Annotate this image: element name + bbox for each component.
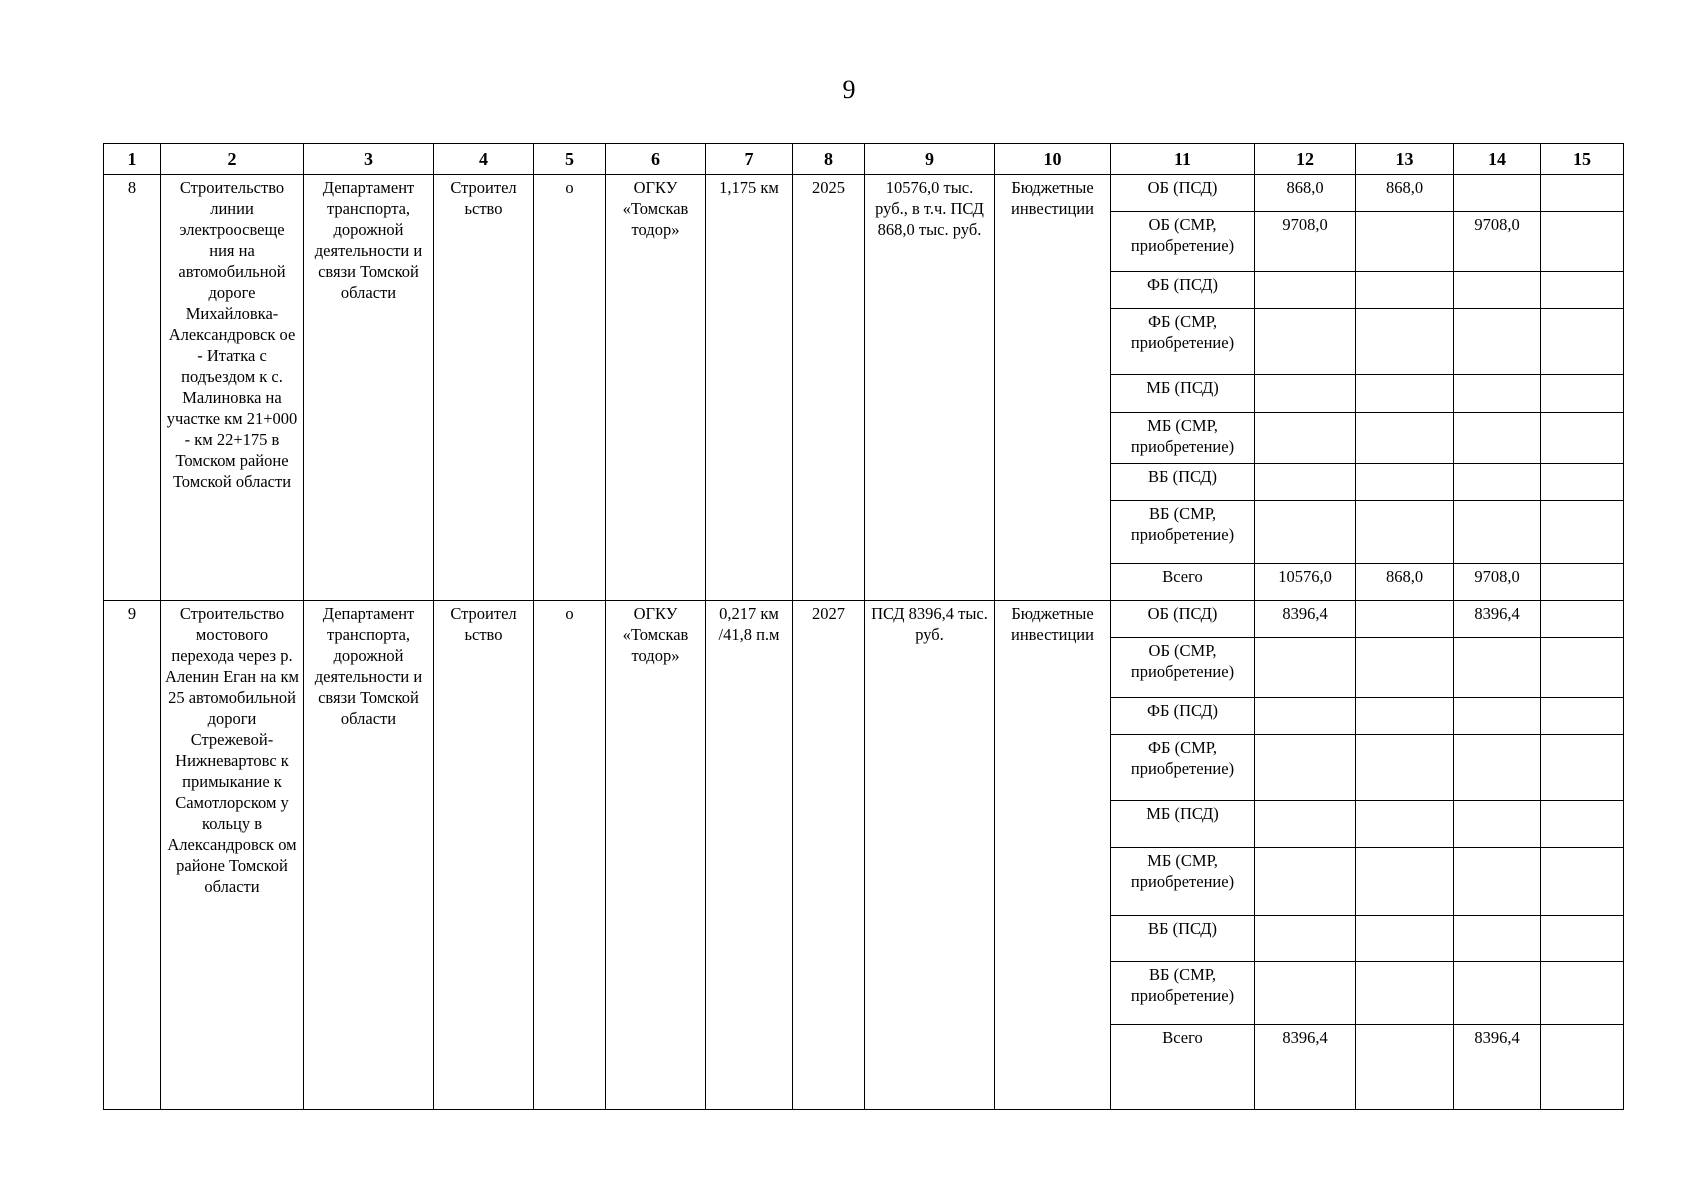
funding-source: ФБ (СМР, приобретение) bbox=[1111, 735, 1255, 801]
col-header: 5 bbox=[534, 144, 606, 175]
amount-15 bbox=[1541, 600, 1624, 637]
amount-14 bbox=[1454, 309, 1541, 375]
funding-source: МБ (СМР, приобретение) bbox=[1111, 412, 1255, 463]
amount-14: 9708,0 bbox=[1454, 212, 1541, 272]
funding-source: ВБ (ПСД) bbox=[1111, 915, 1255, 961]
amount-12 bbox=[1255, 735, 1356, 801]
amount-12 bbox=[1255, 272, 1356, 309]
row-number: 8 bbox=[104, 175, 161, 601]
funding-source: ОБ (СМР, приобретение) bbox=[1111, 212, 1255, 272]
cost: 10576,0 тыс. руб., в т.ч. ПСД 868,0 тыс. руб. bbox=[865, 175, 995, 601]
year: 2025 bbox=[793, 175, 865, 601]
customer: ОГКУ «Томскав тодор» bbox=[606, 175, 706, 601]
col-header: 6 bbox=[606, 144, 706, 175]
funding-source: МБ (СМР, приобретение) bbox=[1111, 848, 1255, 915]
work-type: Строител ьство bbox=[434, 175, 534, 601]
amount-13 bbox=[1356, 600, 1454, 637]
col-header: 14 bbox=[1454, 144, 1541, 175]
col-header: 1 bbox=[104, 144, 161, 175]
amount-12 bbox=[1255, 848, 1356, 915]
amount-14: 8396,4 bbox=[1454, 600, 1541, 637]
funding-total-label: Всего bbox=[1111, 1024, 1255, 1109]
amount-12 bbox=[1255, 698, 1356, 735]
amount-14 bbox=[1454, 175, 1541, 212]
amount-14 bbox=[1454, 272, 1541, 309]
col-header: 10 bbox=[995, 144, 1111, 175]
amount-15 bbox=[1541, 698, 1624, 735]
amount-13 bbox=[1356, 735, 1454, 801]
amount-13 bbox=[1356, 698, 1454, 735]
amount-14 bbox=[1454, 463, 1541, 500]
amount-14 bbox=[1454, 961, 1541, 1024]
funding-source: МБ (ПСД) bbox=[1111, 801, 1255, 848]
amount-12 bbox=[1255, 801, 1356, 848]
amount-15 bbox=[1541, 375, 1624, 412]
work-type: Строител ьство bbox=[434, 600, 534, 1109]
amount-14 bbox=[1454, 500, 1541, 563]
amount-15 bbox=[1541, 801, 1624, 848]
investment-form: Бюджетные инвестиции bbox=[995, 175, 1111, 601]
amount-13: 868,0 bbox=[1356, 563, 1454, 600]
col-header: 4 bbox=[434, 144, 534, 175]
year: 2027 bbox=[793, 600, 865, 1109]
amount-14 bbox=[1454, 412, 1541, 463]
amount-12 bbox=[1255, 309, 1356, 375]
amount-15 bbox=[1541, 175, 1624, 212]
funding-source: ФБ (ПСД) bbox=[1111, 698, 1255, 735]
amount-12 bbox=[1255, 375, 1356, 412]
amount-14 bbox=[1454, 735, 1541, 801]
col5-value: о bbox=[534, 600, 606, 1109]
amount-13 bbox=[1356, 961, 1454, 1024]
amount-14 bbox=[1454, 848, 1541, 915]
amount-13 bbox=[1356, 500, 1454, 563]
col5-value: о bbox=[534, 175, 606, 601]
amount-13 bbox=[1356, 412, 1454, 463]
amount-13 bbox=[1356, 801, 1454, 848]
funding-source: ВБ (ПСД) bbox=[1111, 463, 1255, 500]
amount-12: 10576,0 bbox=[1255, 563, 1356, 600]
amount-15 bbox=[1541, 915, 1624, 961]
amount-12 bbox=[1255, 637, 1356, 697]
header-row bbox=[104, 144, 1624, 175]
investment-table bbox=[103, 143, 1624, 1110]
capacity: 1,175 км bbox=[706, 175, 793, 601]
amount-12 bbox=[1255, 500, 1356, 563]
amount-13: 868,0 bbox=[1356, 175, 1454, 212]
amount-14 bbox=[1454, 375, 1541, 412]
amount-15 bbox=[1541, 961, 1624, 1024]
col-header: 13 bbox=[1356, 144, 1454, 175]
funding-source: ОБ (ПСД) bbox=[1111, 175, 1255, 212]
amount-13 bbox=[1356, 272, 1454, 309]
amount-13 bbox=[1356, 309, 1454, 375]
amount-15 bbox=[1541, 1024, 1624, 1109]
customer: ОГКУ «Томскав тодор» bbox=[606, 600, 706, 1109]
amount-12: 8396,4 bbox=[1255, 600, 1356, 637]
amount-14 bbox=[1454, 801, 1541, 848]
funding-source: МБ (ПСД) bbox=[1111, 375, 1255, 412]
table-row bbox=[104, 600, 1624, 637]
col-header: 11 bbox=[1111, 144, 1255, 175]
table-row bbox=[104, 175, 1624, 212]
amount-15 bbox=[1541, 735, 1624, 801]
amount-12 bbox=[1255, 915, 1356, 961]
page-number: 9 bbox=[842, 75, 856, 104]
object-name: Строительство мостового перехода через р. Аленин Еган на км 25 автомобильной дороги Стрежевой-Нижневартовс к примыкание к Самотлорском у кольцу в Александровск ом районе Томской области bbox=[161, 600, 304, 1109]
cost: ПСД 8396,4 тыс. руб. bbox=[865, 600, 995, 1109]
amount-15 bbox=[1541, 212, 1624, 272]
amount-12 bbox=[1255, 463, 1356, 500]
amount-13 bbox=[1356, 463, 1454, 500]
col-header: 12 bbox=[1255, 144, 1356, 175]
amount-13 bbox=[1356, 375, 1454, 412]
funding-source: ВБ (СМР, приобретение) bbox=[1111, 961, 1255, 1024]
amount-13 bbox=[1356, 1024, 1454, 1109]
amount-12 bbox=[1255, 961, 1356, 1024]
col-header: 9 bbox=[865, 144, 995, 175]
capacity: 0,217 км /41,8 п.м bbox=[706, 600, 793, 1109]
col-header: 7 bbox=[706, 144, 793, 175]
amount-15 bbox=[1541, 563, 1624, 600]
amount-13 bbox=[1356, 915, 1454, 961]
amount-12 bbox=[1255, 412, 1356, 463]
funding-source: ФБ (СМР, приобретение) bbox=[1111, 309, 1255, 375]
investment-form: Бюджетные инвестиции bbox=[995, 600, 1111, 1109]
amount-15 bbox=[1541, 412, 1624, 463]
amount-15 bbox=[1541, 848, 1624, 915]
amount-14: 9708,0 bbox=[1454, 563, 1541, 600]
amount-15 bbox=[1541, 463, 1624, 500]
funding-source: ФБ (ПСД) bbox=[1111, 272, 1255, 309]
amount-13 bbox=[1356, 637, 1454, 697]
department: Департамент транспорта, дорожной деятельности и связи Томской области bbox=[304, 175, 434, 601]
funding-source: ОБ (СМР, приобретение) bbox=[1111, 637, 1255, 697]
amount-13 bbox=[1356, 212, 1454, 272]
funding-source: ОБ (ПСД) bbox=[1111, 600, 1255, 637]
amount-14 bbox=[1454, 637, 1541, 697]
col-header: 15 bbox=[1541, 144, 1624, 175]
department: Департамент транспорта, дорожной деятельности и связи Томской области bbox=[304, 600, 434, 1109]
amount-15 bbox=[1541, 272, 1624, 309]
amount-15 bbox=[1541, 637, 1624, 697]
amount-14: 8396,4 bbox=[1454, 1024, 1541, 1109]
amount-12: 8396,4 bbox=[1255, 1024, 1356, 1109]
col-header: 3 bbox=[304, 144, 434, 175]
amount-14 bbox=[1454, 698, 1541, 735]
amount-15 bbox=[1541, 309, 1624, 375]
amount-12: 9708,0 bbox=[1255, 212, 1356, 272]
object-name: Строительство линии электроосвеще ния на автомобильной дороге Михайловка-Александровск ое - Итатка с подъездом к с. Малиновка на участке км 21+000 - км 22+175 в Томском районе Томской области bbox=[161, 175, 304, 601]
amount-15 bbox=[1541, 500, 1624, 563]
row-number: 9 bbox=[104, 600, 161, 1109]
col-header: 8 bbox=[793, 144, 865, 175]
funding-source: ВБ (СМР, приобретение) bbox=[1111, 500, 1255, 563]
amount-12: 868,0 bbox=[1255, 175, 1356, 212]
funding-total-label: Всего bbox=[1111, 563, 1255, 600]
col-header: 2 bbox=[161, 144, 304, 175]
amount-14 bbox=[1454, 915, 1541, 961]
amount-13 bbox=[1356, 848, 1454, 915]
